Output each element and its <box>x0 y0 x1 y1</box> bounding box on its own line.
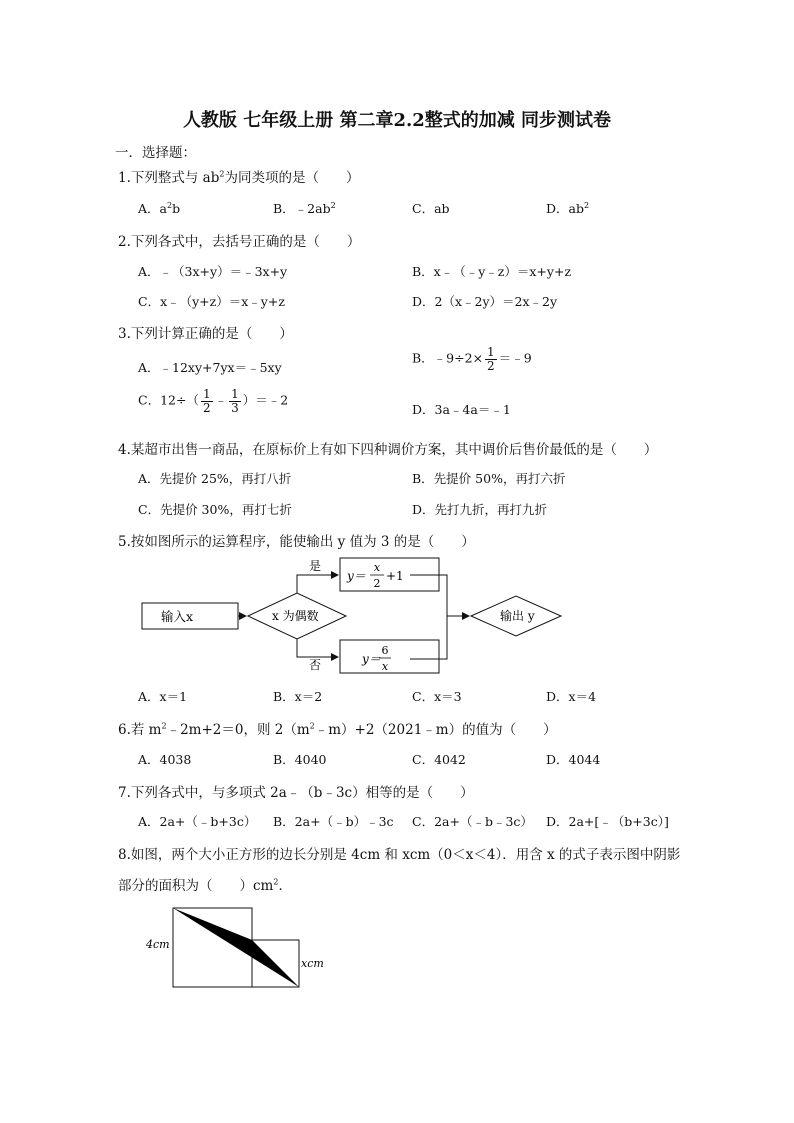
question-4-stem: 4.某超市出售一商品，在原标价上有如下四种调价方案，其中调价后售价最低的是（ ） <box>118 442 658 458</box>
q3-option-d[interactable]: D．3a﹣4a＝﹣1 <box>412 402 511 417</box>
label-xcm: xcm <box>301 957 324 970</box>
q2-option-a[interactable]: A．﹣（3x+y）＝﹣3x+y <box>138 264 288 279</box>
formula-bottom-denominator: x <box>381 660 389 673</box>
q6-option-c[interactable]: C．4042 <box>412 752 466 767</box>
question-6-stem: 6.若 $m^2﹣2m+2=0$，则 $2(m^2﹣m)+2(2021﹣m)$的值为（ ） <box>118 721 557 738</box>
q5-option-a[interactable]: A．x＝1 <box>138 689 188 704</box>
output-label: 输出 y <box>500 609 535 623</box>
q6-option-a[interactable]: A．4038 <box>138 752 192 767</box>
shaded-region <box>173 908 299 987</box>
question-7-stem: 7.下列各式中，与多项式 2a﹣（b﹣3c）相等的是（ ） <box>118 785 474 801</box>
formula-top-suffix: +1 <box>386 569 404 583</box>
formula-bottom-numerator: 6 <box>381 644 389 657</box>
fraction: $\frac{1}{2}$ <box>487 345 495 373</box>
q4-option-c[interactable]: C．先提价 30%，再打七折 <box>138 502 292 517</box>
question-3-stem: 3.下列计算正确的是（ ） <box>118 326 293 342</box>
q1-option-b[interactable]: B．$﹣2ab^2$ <box>273 200 336 216</box>
q2-option-d[interactable]: D．2（x﹣2y）＝2x﹣2y <box>412 294 558 309</box>
q4-option-d[interactable]: D．先打九折，再打九折 <box>412 502 548 517</box>
q7-option-b[interactable]: B．2a+（﹣b）﹣3c <box>273 814 394 829</box>
formula-top-numerator: x <box>373 561 381 574</box>
q1-option-d[interactable]: D．$ab^2$ <box>546 200 590 216</box>
q7-option-c[interactable]: C．2a+（﹣b﹣3c） <box>412 814 533 829</box>
question-8-stem-line1: 8.如图，两个大小正方形的边长分别是 4cm 和 xcm（0＜x＜4）．用含 x 的式子表示图中阴影 <box>118 847 681 863</box>
formula-bottom-prefix: y＝ <box>362 652 381 666</box>
question-2-stem: 2.下列各式中，去括号正确的是（ ） <box>118 234 361 250</box>
q5-option-c[interactable]: C．x＝3 <box>412 689 462 704</box>
q5-option-b[interactable]: B．x＝2 <box>273 689 323 704</box>
formula-bottom-box <box>340 640 439 673</box>
fraction: $\frac{1}{2}$ <box>202 387 211 415</box>
q5-option-d[interactable]: D．x＝4 <box>546 689 597 704</box>
decision-label: x 为偶数 <box>272 609 319 623</box>
question-8-stem-line2: 部分的面积为（ ）$cm^2$． <box>118 877 292 894</box>
q1-option-a[interactable]: A．$a^2b$ <box>138 200 181 216</box>
formula-top-prefix: y＝ <box>347 569 366 583</box>
no-label: 否 <box>309 658 322 672</box>
label-4cm: 4cm <box>146 938 170 951</box>
q3-option-a[interactable]: A．﹣12xy+7yx＝﹣5xy <box>138 360 282 375</box>
question-5-stem: 5.按如图所示的运算程序，能使输出 y 值为 3 的是（ ） <box>118 534 475 550</box>
yes-label: 是 <box>309 559 322 573</box>
q2-option-b[interactable]: B．x﹣（﹣y﹣z）＝x+y+z <box>412 264 572 279</box>
q7-option-d[interactable]: D．2a+[﹣（b+3c）] <box>546 814 669 829</box>
page-title: 人教版 七年级上册 第二章2.2整式的加减 同步测试卷 <box>182 110 612 131</box>
question-1-stem: 1.下列整式与 $ab^2$为同类项的是（ ） <box>118 169 360 186</box>
q6-option-b[interactable]: B．4040 <box>273 752 327 767</box>
fraction: $\frac{1}{3}$ <box>231 387 239 415</box>
q6-option-d[interactable]: D．4044 <box>546 752 601 767</box>
q4-option-b[interactable]: B．先提价 50%，再打六折 <box>412 471 566 486</box>
q2-option-c[interactable]: C．x﹣（y+z）＝x﹣y+z <box>138 294 285 309</box>
q1-option-c[interactable]: C．ab <box>412 201 450 216</box>
q3-option-c[interactable]: C．12÷（ $\frac{1}{2}$ ﹣ $\frac{1}{3}$ ）＝﹣2 <box>138 387 289 415</box>
input-label: 输入x <box>161 609 194 624</box>
q7-option-a[interactable]: A．2a+（﹣b+3c） <box>138 814 257 829</box>
q3-option-b[interactable]: B．﹣9÷2× $\frac{1}{2}$ ＝﹣9 <box>412 345 532 373</box>
formula-top-denominator: 2 <box>373 577 381 590</box>
section-heading: 一．选择题： <box>115 145 196 161</box>
q4-option-a[interactable]: A．先提价 25%，再打八折 <box>138 471 292 486</box>
